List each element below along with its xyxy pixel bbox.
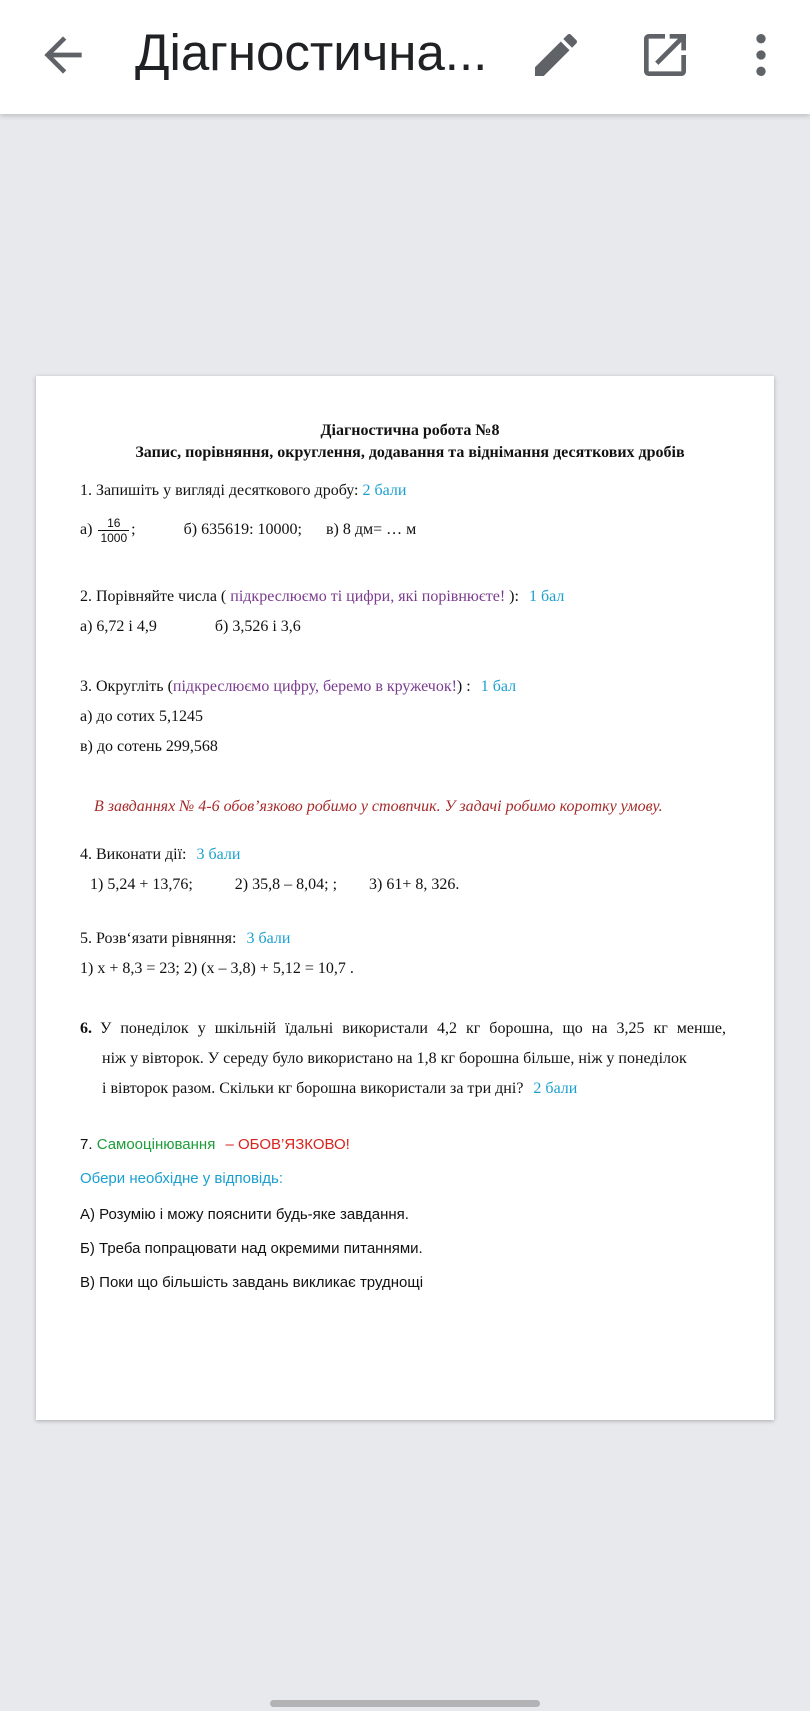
doc-subtitle: Запис, порівняння, округлення, додавання та віднімання десяткових дробів	[135, 444, 685, 461]
q7-choose: Обери необхідне у відповідь:	[80, 1170, 283, 1187]
document-title: Діагностична...	[135, 24, 488, 81]
document-page	[36, 376, 774, 1420]
q1-points: 2 бали	[362, 482, 407, 499]
q4-points: 3 бали	[196, 846, 241, 863]
q6-points: 2 бали	[533, 1080, 578, 1097]
q6-line2: ніж у вівторок. У середу було використано на 1,8 кг борошна більше, ніж у понеділок	[102, 1050, 687, 1067]
document-content	[80, 420, 740, 1291]
gesture-navigation-bar[interactable]	[270, 1700, 540, 1707]
q6-line1: 6. У понеділок у шкільній їдальні використали 4,2 кг борошна, що на 3,25 кг менше,	[80, 1020, 726, 1037]
q7-heading: 7. Самооцінювання – ОБОВ’ЯЗКОВО!	[80, 1136, 350, 1153]
q3-prompt: 3. Округліть (підкреслюємо цифру, беремо в кружечок!) : 1 бал	[80, 678, 517, 695]
q4-prompt: 4. Виконати дії: 3 бали	[80, 846, 241, 863]
q5-line: 1) x + 8,3 = 23; 2) (x – 3,8) + 5,12 = 10,7 .	[80, 960, 354, 977]
doc-title: Діагностична робота №8	[320, 422, 500, 439]
q2-items: а) 6,72 і 4,9 б) 3,526 і 3,6	[80, 618, 301, 635]
q1-prompt: 1. Запишіть у вигляді десяткового дробу: 2 бали	[80, 482, 407, 499]
q3-v: в) до сотень 299,568	[80, 738, 218, 755]
open-in-new-icon[interactable]	[637, 27, 693, 83]
q7-option-a: А) Розумію і можу пояснити будь-яке завдання.	[80, 1206, 409, 1223]
q5-prompt: 5. Розв‘язати рівняння: 3 бали	[80, 930, 291, 947]
more-vert-icon[interactable]	[733, 27, 789, 83]
q4-items: 1) 5,24 + 13,76; 2) 35,8 – 8,04; ; 3) 61+ 8, 326.	[90, 876, 460, 893]
pencil-icon[interactable]	[528, 27, 584, 83]
note-columns: В завданнях № 4-6 обов’язково робимо у стовпчик. У задачі робимо коротку умову.	[94, 798, 663, 815]
q2-prompt: 2. Порівняйте числа ( підкреслюємо ті цифри, які порівнюєте! ): 1 бал	[80, 588, 565, 605]
q6-line3: і вівторок разом. Скільки кг борошна використали за три дні? 2 бали	[102, 1080, 578, 1097]
fraction: $\frac{16}{1000}$	[100, 516, 128, 545]
q2-points: 1 бал	[528, 588, 565, 605]
q7-option-b: Б) Треба попрацювати над окремими питаннями.	[80, 1240, 423, 1257]
q3-points: 1 бал	[480, 678, 517, 695]
q7-option-v: В) Поки що більшість завдань викликає труднощі	[80, 1274, 424, 1291]
app-bar	[0, 0, 810, 114]
q5-points: 3 бали	[246, 930, 291, 947]
arrow-back-icon[interactable]	[35, 27, 91, 83]
q1-items: а) $\frac{16}{1000}$ ; б) 635619: 10000; в) 8 дм= … м	[80, 516, 417, 545]
q3-a: а) до сотих 5,1245	[80, 708, 204, 725]
